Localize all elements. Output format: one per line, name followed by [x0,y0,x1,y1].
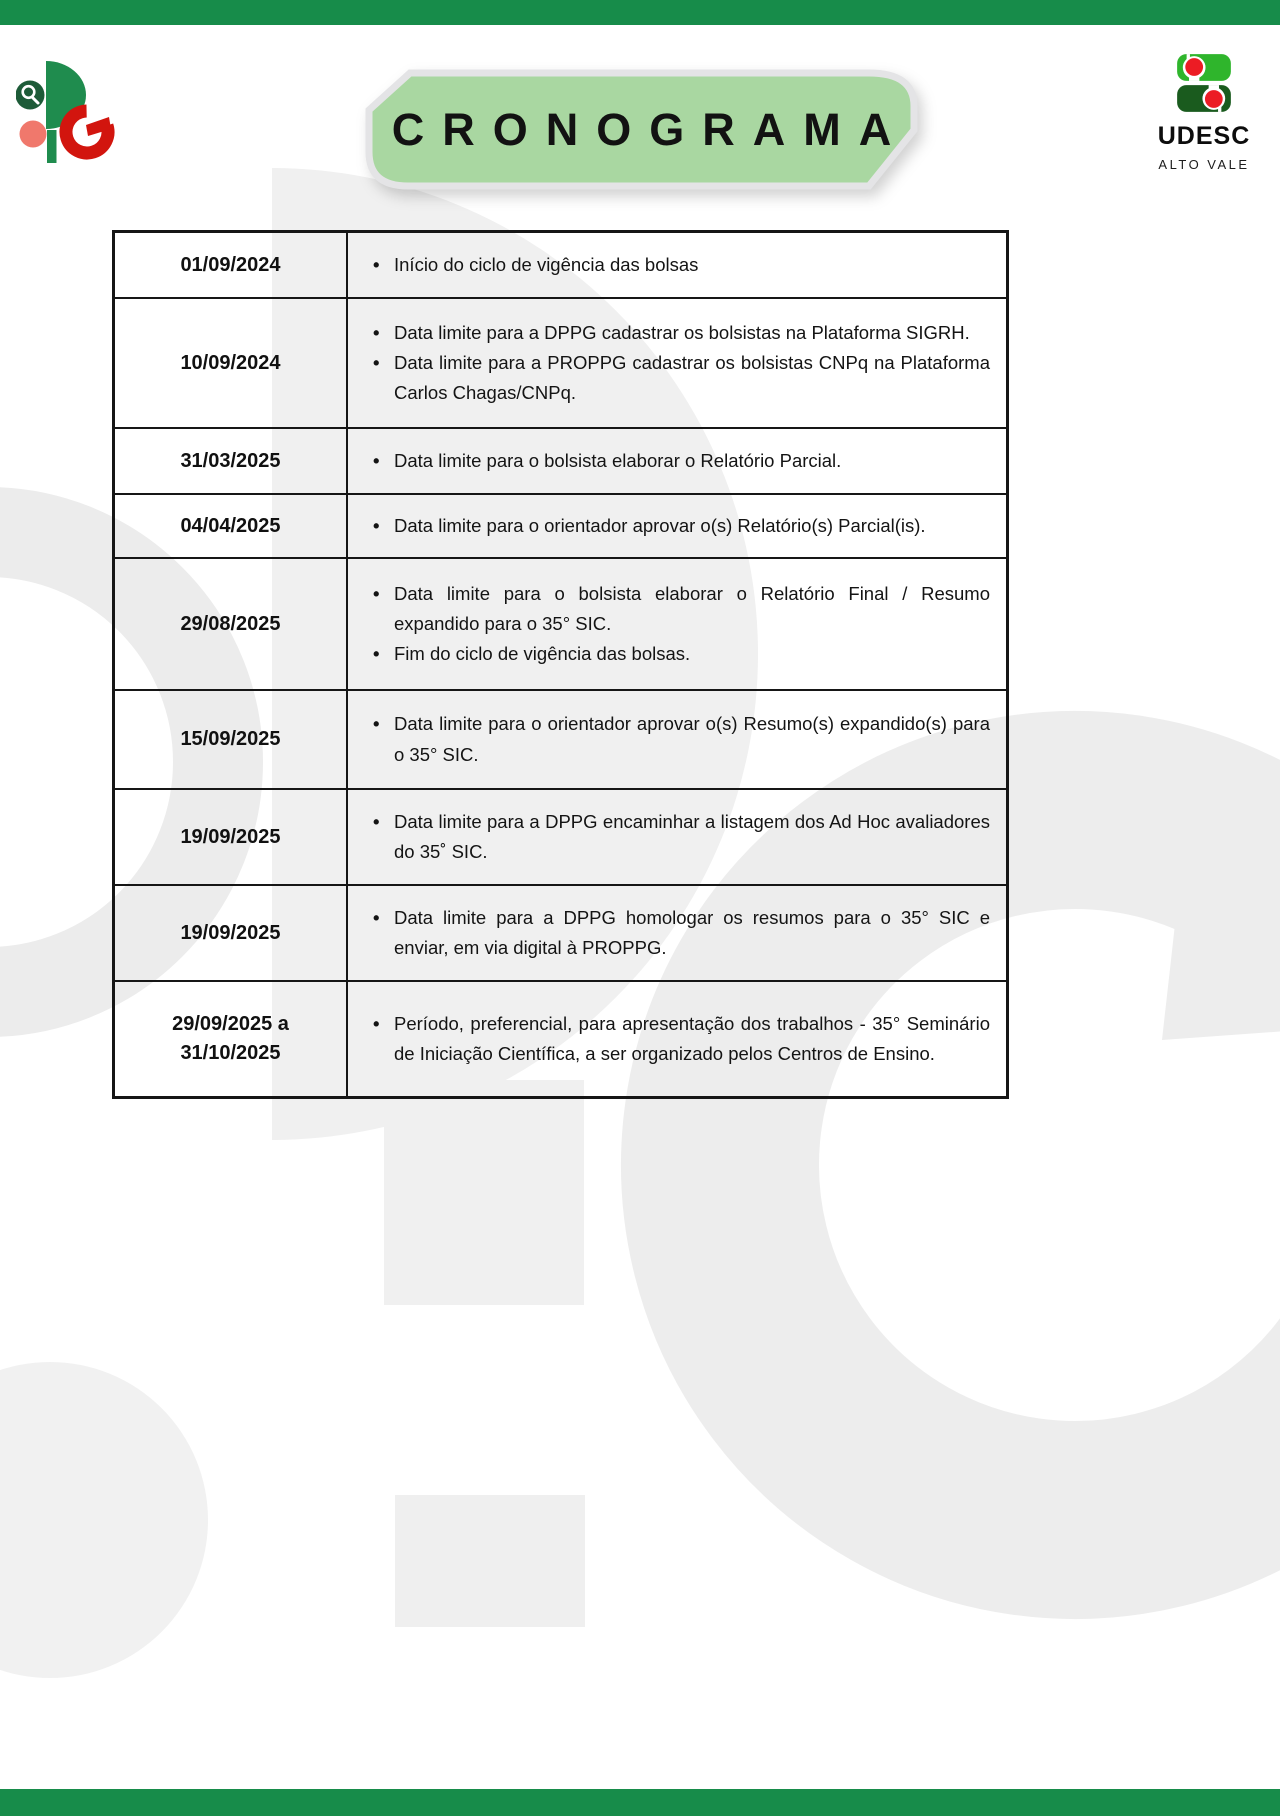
udesc-campus-label: ALTO VALE [1158,157,1250,172]
table-row [115,980,1006,1096]
pic-program-logo [16,58,122,170]
schedule-item: • Data limite para o orientador aprovar o(s) Relatório(s) Parcial(is). [364,511,990,541]
schedule-items-cell [348,790,1006,884]
page-title: CRONOGRAMA [391,104,910,155]
watermark-leaf-tail [384,1080,584,1305]
schedule-date-cell [115,886,348,980]
schedule-date-cell [115,429,348,493]
schedule-item-list [364,903,990,964]
salmon-circle [20,121,47,148]
schedule-items-cell [348,233,1006,297]
schedule-item: • Início do ciclo de vigência das bolsas [364,250,990,280]
schedule-date: 19/09/2025 [180,921,281,944]
schedule-date: 29/09/2025 a 31/10/2025 [172,1013,289,1064]
table-row [115,233,1006,297]
schedule-items-cell [348,495,1006,557]
table-row [115,884,1006,980]
schedule-items-cell [348,982,1006,1096]
schedule-date: 01/09/2024 [180,253,281,276]
schedule-items-cell [348,429,1006,493]
schedule-item-list [364,446,990,476]
schedule-item: • Data limite para a PROPPG cadastrar os bolsistas CNPq na Plataforma Carlos Chagas/CNPq. [364,348,990,409]
schedule-date: 15/09/2025 [180,728,281,750]
schedule-date: 19/09/2025 [180,825,281,848]
schedule-item: • Fim do ciclo de vigência das bolsas. [364,639,990,669]
schedule-date-cell [115,982,348,1096]
schedule-date: 04/04/2025 [180,514,281,537]
table-row [115,297,1006,427]
table-row [115,557,1006,689]
watermark-salmon-circle [0,1362,208,1678]
table-row [115,689,1006,788]
schedule-date-cell [115,495,348,557]
top-green-bar [0,0,1280,25]
schedule-item-list [364,1009,990,1070]
schedule-date-cell [115,790,348,884]
schedule-table [112,230,1009,1099]
schedule-date: 10/09/2024 [180,351,281,374]
schedule-item: • Data limite para o bolsista elaborar o Relatório Parcial. [364,446,990,476]
schedule-item: • Data limite para o orientador aprovar o(s) Resumo(s) expandido(s) para o 35° SIC. [364,709,990,770]
udesc-acronym: UDESC [1157,122,1251,150]
schedule-items-cell [348,559,1006,689]
udesc-logo-block [1144,52,1264,172]
schedule-item: • Período, preferencial, para apresentação dos trabalhos - 35° Seminário de Iniciação Científica, a ser organizado pelos Centros de Ensino. [364,1009,990,1070]
schedule-item-list [364,579,990,670]
schedule-item: • Data limite para o bolsista elaborar o Relatório Final / Resumo expandido para o 35° SIC. [364,579,990,640]
title-banner [363,68,920,192]
schedule-item-list [364,807,990,868]
schedule-item-list [364,250,990,280]
schedule-item: • Data limite para a DPPG encaminhar a listagem dos Ad Hoc avaliadores do 35˚ SIC. [364,807,990,868]
table-row [115,788,1006,884]
schedule-date-cell [115,299,348,427]
watermark-i-bar [395,1495,585,1627]
schedule-date-cell [115,559,348,689]
schedule-item-list [364,318,990,409]
schedule-items-cell [348,886,1006,980]
bottom-green-bar [0,1789,1280,1816]
schedule-items-cell [348,299,1006,427]
schedule-item-list [364,709,990,770]
magnifier-disc [16,81,45,110]
schedule-date-cell [115,691,348,788]
udesc-emblem-icon [1175,52,1233,114]
schedule-items-cell [348,691,1006,788]
schedule-date: 29/08/2025 [180,612,281,635]
schedule-date: 31/03/2025 [180,449,281,472]
schedule-item: • Data limite para a DPPG cadastrar os bolsistas na Plataforma SIGRH. [364,318,990,348]
table-row [115,427,1006,493]
i-bar [47,130,57,163]
schedule-date-cell [115,233,348,297]
g-letter [61,106,114,159]
schedule-item-list [364,511,990,541]
schedule-item: • Data limite para a DPPG homologar os resumos para o 35° SIC e enviar, em via digital à PROPPG. [364,903,990,964]
table-row [115,493,1006,557]
